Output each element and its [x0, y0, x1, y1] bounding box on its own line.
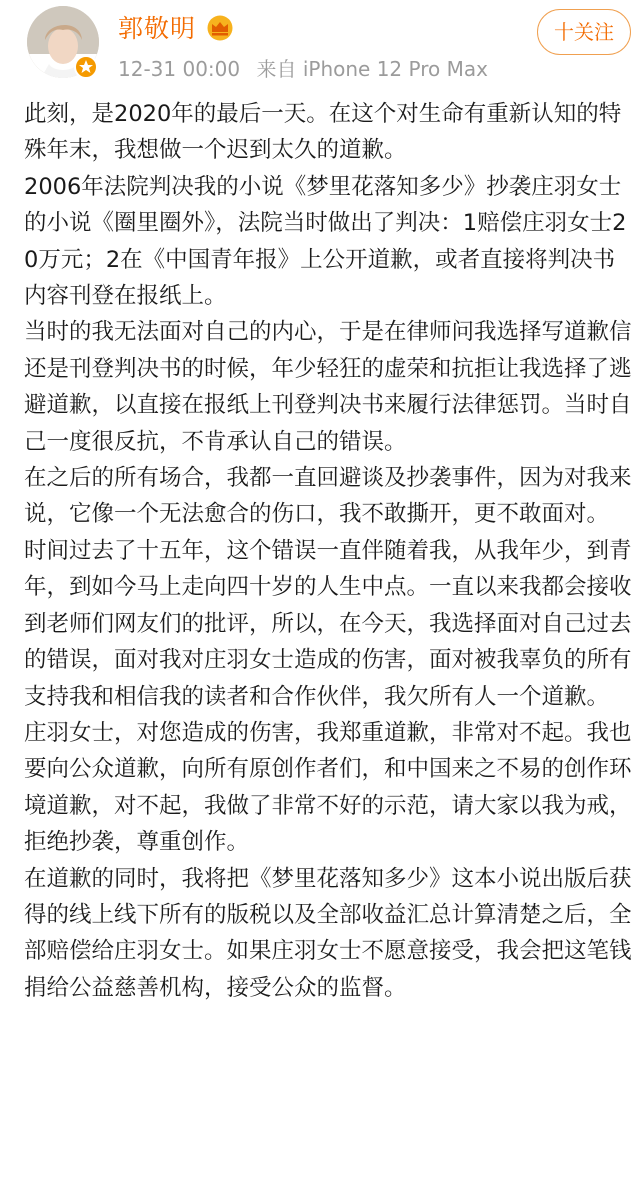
post-paragraph: 当时的我无法面对自己的内心，于是在律师问我选择写道歉信还是刊登判决书的时候，年少轻狂的虚荣和抗拒让我选择了逃避道歉，以直接在报纸上刊登判决书来履行法律惩罚。当时自己一度很反抗，不肯承认自己的错误。	[24, 319, 632, 455]
post-meta	[118, 55, 498, 83]
follow-button[interactable]: 十关注	[537, 9, 631, 55]
post-paragraph: 此刻，是2020年的最后一天。在这个对生命有重新认知的特殊年末，我想做一个迟到太久的道歉。	[24, 101, 622, 164]
post-source: 来自 iPhone 12 Pro Max	[256, 57, 488, 81]
crown-icon	[206, 15, 234, 41]
post-header	[0, 0, 641, 96]
post-paragraph: 在之后的所有场合，我都一直回避谈及抄袭事件，因为对我来说，它像一个无法愈合的伤口，我不敢撕开，更不敢面对。	[24, 465, 632, 528]
post-body	[24, 96, 632, 1193]
post-paragraph: 时间过去了十五年，这个错误一直伴随着我，从我年少，到青年，到如今马上走向四十岁的人生中点。一直以来我都会接收到老师们网友们的批评，所以，在今天，我选择面对自己过去的错误，面对我对庄羽女士造成的伤害，面对被我辜负的所有支持我和相信我的读者和合作伙伴，我欠所有人一个道歉。	[24, 537, 632, 710]
user-name[interactable]: 郭敬明	[118, 14, 197, 43]
post-paragraph: 在道歉的同时，我将把《梦里花落知多少》这本小说出版后获得的线上线下所有的版税以及全部收益汇总计算清楚之后，全部赔偿给庄羽女士。如果庄羽女士不愿意接受，我会把这笔钱捐给公益慈善机构，接受公众的监督。	[24, 865, 632, 1001]
post-paragraph: 2006年法院判决我的小说《梦里花落知多少》抄袭庄羽女士的小说《圈里圈外》，法院当时做出了判决：1赔偿庄羽女士20万元；2在《中国青年报》上公开道歉，或者直接将判决书内容刊登在报纸上。	[24, 173, 627, 310]
verified-badge-icon	[74, 55, 98, 79]
post-paragraph: 庄羽女士，对您造成的伤害，我郑重道歉，非常对不起。我也要向公众道歉，向所有原创作者们，和中国来之不易的创作环境道歉，对不起，我做了非常不好的示范，请大家以我为戒，拒绝抄袭，尊重创作。	[24, 719, 632, 856]
post-timestamp: 12-31 00:00	[118, 57, 241, 81]
